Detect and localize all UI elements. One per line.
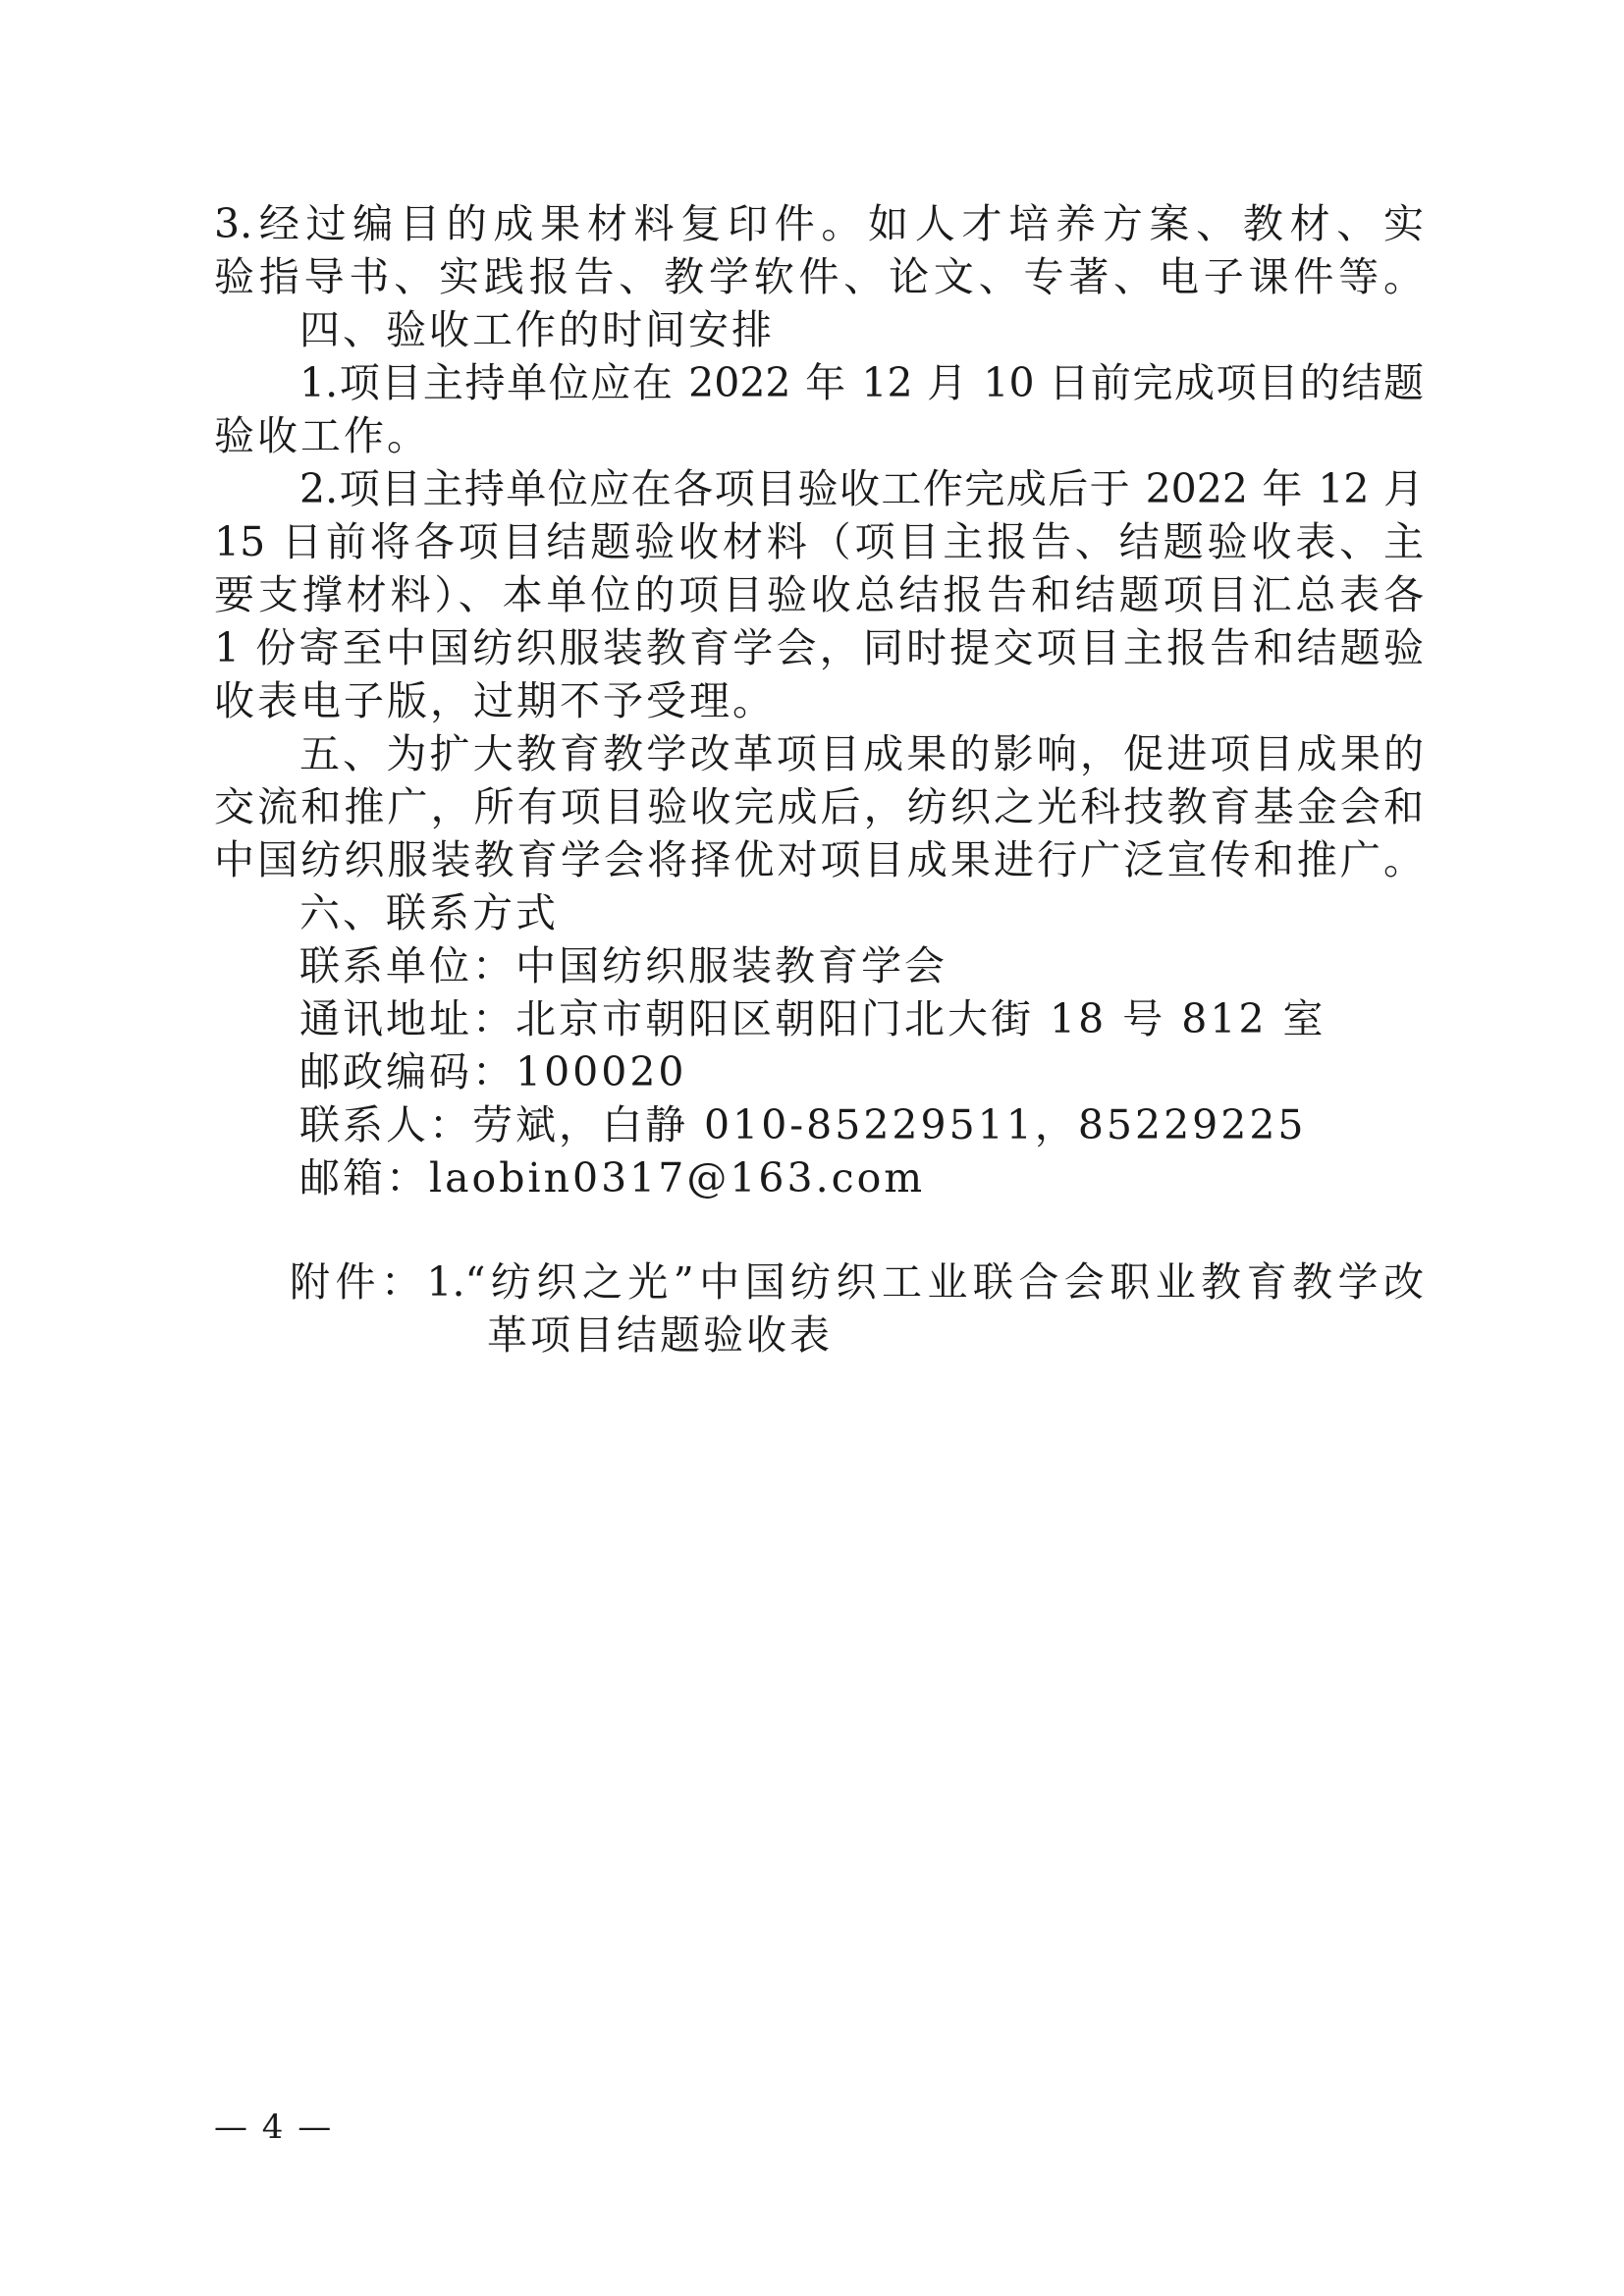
contact-email: 邮箱：laobin0317@163.com	[299, 1154, 926, 1201]
section-heading-5: 五、为扩大教育教学改革项目成果的影响，促进项目成果的	[299, 730, 1424, 777]
contact-address: 通讯地址：北京市朝阳区朝阳门北大街 18 号 812 室	[299, 995, 1326, 1042]
paragraph-line: 1 份寄至中国纺织服装教育学会，同时提交项目主报告和结题验	[214, 624, 1424, 671]
paragraph-line: 1.项目主持单位应在 2022 年 12 月 10 日前完成项目的结题	[299, 359, 1424, 406]
attachment-line: 附件：1.“纺织之光”中国纺织工业联合会职业教育教学改	[290, 1258, 1424, 1306]
section-heading-4: 四、验收工作的时间安排	[299, 306, 775, 353]
page-number: — 4 —	[214, 2108, 334, 2147]
contact-person: 联系人：劳斌，白静 010-85229511，85229225	[299, 1101, 1307, 1148]
paragraph-line: 15 日前将各项目结题验收材料（项目主报告、结题验收表、主	[214, 518, 1424, 565]
paragraph-line: 交流和推广，所有项目验收完成后，纺织之光科技教育基金会和	[214, 783, 1424, 830]
paragraph-line: 3.经过编目的成果材料复印件。如人才培养方案、教材、实	[214, 200, 1424, 247]
contact-unit: 联系单位：中国纺织服装教育学会	[299, 942, 947, 989]
paragraph-line: 中国纺织服装教育学会将择优对项目成果进行广泛宣传和推广。	[214, 836, 1424, 883]
paragraph-line: 要支撑材料）、本单位的项目验收总结报告和结题项目汇总表各	[214, 571, 1424, 618]
paragraph-line: 验收工作。	[214, 412, 430, 459]
paragraph-line: 验指导书、实践报告、教学软件、论文、专著、电子课件等。	[214, 253, 1424, 300]
paragraph-line: 2.项目主持单位应在各项目验收工作完成后于 2022 年 12 月	[299, 465, 1424, 512]
paragraph-line: 收表电子版，过期不予受理。	[214, 677, 776, 724]
contact-postcode: 邮政编码：100020	[299, 1048, 687, 1095]
attachment-line: 革项目结题验收表	[487, 1311, 833, 1359]
section-heading-6: 六、联系方式	[299, 889, 559, 936]
